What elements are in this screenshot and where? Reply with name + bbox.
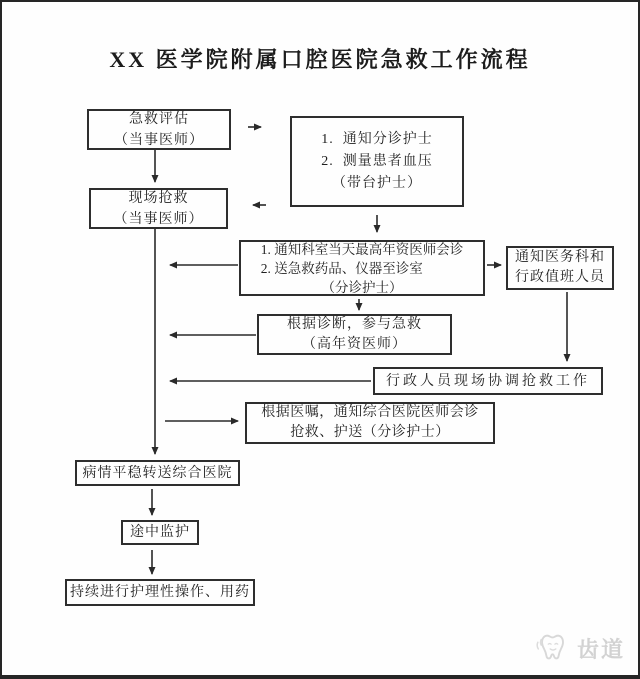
flow-box-notify-general-hospital	[245, 402, 495, 444]
watermark-text: 齿道	[577, 636, 626, 662]
tooth-logo-icon	[535, 631, 571, 665]
flow-box-continue-nursing	[65, 579, 255, 606]
box-text-line: （当事医师）	[114, 132, 204, 148]
box-text-line: 急救评估	[129, 111, 189, 127]
flow-box-enroute-monitoring	[121, 520, 199, 545]
box-text-line: 1. 通知分诊护士	[321, 131, 433, 147]
box-text-block	[261, 240, 464, 297]
box-text-line: 抢救、护送（分诊护士）	[290, 425, 450, 440]
box-text-line: 2. 测量患者血压	[321, 153, 433, 169]
flow-box-notify-triage-nurse	[290, 116, 464, 207]
box-text-line: （当事医师）	[113, 211, 204, 227]
box-text-line: 现场抢救	[128, 190, 189, 206]
box-text-line: 1. 通知科室当天最高年资医师会诊	[260, 241, 464, 257]
flow-box-join-rescue-by-diagnosis	[257, 314, 452, 355]
box-text-block	[321, 129, 433, 195]
flow-box-admin-coordination	[373, 367, 603, 395]
flow-box-emergency-assessment	[87, 109, 231, 150]
box-text-line: 行政人员现场协调抢救工作	[386, 373, 590, 389]
flow-box-onsite-rescue	[89, 188, 228, 229]
page-title: XX 医学院附属口腔医院急救工作流程	[109, 47, 531, 72]
box-text-line: 2. 送急救药品、仪器至诊室	[260, 260, 423, 276]
box-text-line: 途中监护	[130, 525, 190, 540]
watermark	[535, 631, 625, 665]
flow-box-notify-senior-physician	[239, 240, 485, 296]
flow-box-transfer-when-stable	[75, 460, 240, 486]
box-text-line: （带台护士）	[332, 175, 422, 191]
box-text-line: （高年资医师）	[302, 336, 407, 352]
box-text-line: （分诊护士）	[321, 279, 403, 295]
box-text-line: 根据医嘱，通知综合医院医师会诊	[261, 405, 479, 420]
box-text-line: 病情平稳转送综合医院	[82, 465, 233, 481]
box-text-line: 行政值班人员	[515, 270, 605, 285]
box-text-line: 通知医务科和	[515, 250, 605, 265]
flow-box-notify-medical-affairs	[506, 246, 614, 290]
box-text-line: 根据诊断，参与急救	[287, 316, 422, 332]
box-text-line: 持续进行护理性操作、用药	[70, 585, 250, 600]
